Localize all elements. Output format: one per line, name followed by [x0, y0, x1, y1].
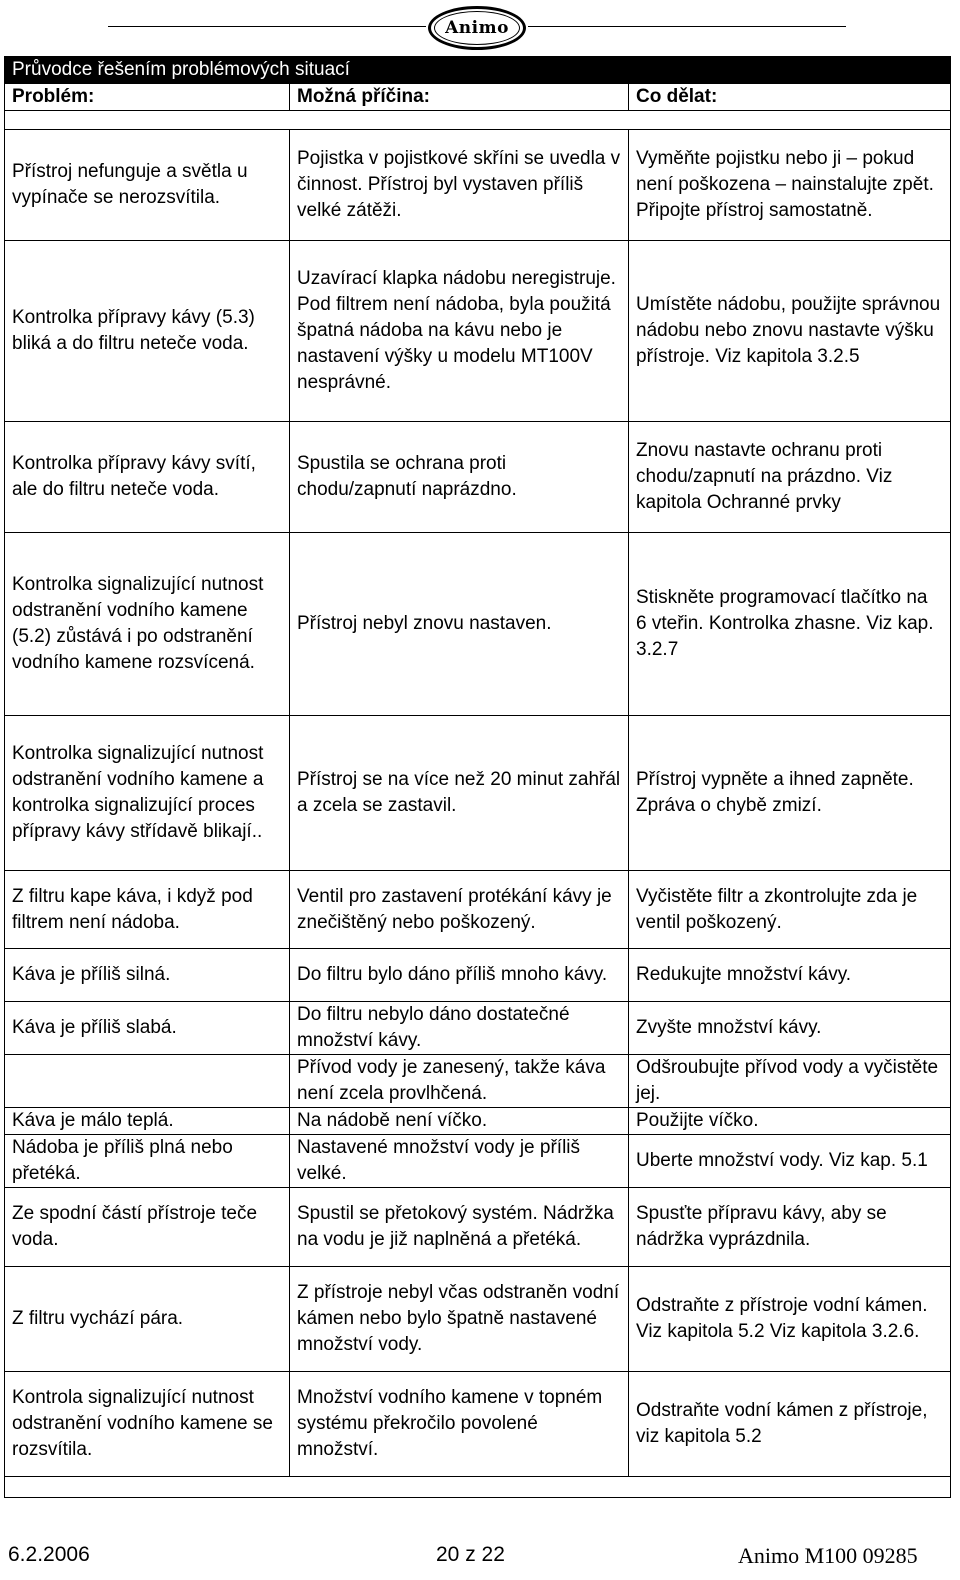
table-row [5, 1002, 951, 1055]
cause-cell: Spustila se ochrana proti chodu/zapnutí naprázdno. [290, 422, 629, 533]
cause-cell: Přístroj nebyl znovu nastaven. [290, 533, 629, 716]
column-header-action: Co dělat: [629, 84, 951, 111]
problem-cell: Z filtru vychází pára. [5, 1267, 290, 1372]
action-cell: Odstraňte vodní kámen z přístroje, viz kapitola 5.2 [629, 1372, 951, 1477]
action-cell: Použijte víčko. [629, 1108, 951, 1135]
column-header-cause: Možná příčina: [290, 84, 629, 111]
logo-text: Animo [445, 18, 509, 38]
cause-cell: Do filtru bylo dáno příliš mnoho kávy. [290, 949, 629, 1002]
cause-cell: Přístroj se na více než 20 minut zahřál a zcela se zastavil. [290, 716, 629, 871]
action-cell: Odstraňte z přístroje vodní kámen. Viz kapitola 5.2 Viz kapitola 3.2.6. [629, 1267, 951, 1372]
table-header-row [5, 84, 951, 111]
action-cell: Spusťte přípravu kávy, aby se nádržka vyprázdnila. [629, 1188, 951, 1267]
action-cell: Uberte množství vody. Viz kap. 5.1 [629, 1135, 951, 1188]
problem-cell [5, 1055, 290, 1108]
footer-date: 6.2.2006 [8, 1543, 90, 1566]
action-cell: Zvyšte množství kávy. [629, 1002, 951, 1055]
problem-cell: Káva je příliš silná. [5, 949, 290, 1002]
action-cell: Umístěte nádobu, použijte správnou nádobu nebo znovu nastavte výšku přístroje. Viz kapitola 3.2.5 [629, 241, 951, 422]
table-row [5, 1135, 951, 1188]
problem-cell: Kontrolka signalizující nutnost odstranění vodního kamene a kontrolka signalizující proces přípravy kávy střídavě blikají.. [5, 716, 290, 871]
table-title: Průvodce řešením problémových situací [5, 57, 951, 84]
footer-page-number: 20 z 22 [436, 1543, 505, 1566]
problem-cell: Kontrolka přípravy kávy svítí, ale do filtru neteče voda. [5, 422, 290, 533]
problem-cell: Ze spodní částí přístroje teče voda. [5, 1188, 290, 1267]
troubleshooting-table [4, 56, 951, 1498]
problem-cell: Kontrolka přípravy kávy (5.3) bliká a do filtru neteče voda. [5, 241, 290, 422]
action-cell: Vyměňte pojistku nebo ji – pokud není poškozena – nainstalujte zpět. Připojte přístroj samostatně. [629, 130, 951, 241]
table-row [5, 716, 951, 871]
table-row [5, 1372, 951, 1477]
action-cell: Stiskněte programovací tlačítko na 6 vteřin. Kontrolka zhasne. Viz kap. 3.2.7 [629, 533, 951, 716]
action-cell: Vyčistěte filtr a zkontrolujte zda je ventil poškozený. [629, 871, 951, 949]
animo-logo [428, 6, 526, 50]
table-row [5, 1055, 951, 1108]
problem-cell: Kontrola signalizující nutnost odstranění vodního kamene se rozsvítila. [5, 1372, 290, 1477]
header-rule-right [528, 26, 846, 27]
table-row [5, 422, 951, 533]
table-row [5, 1108, 951, 1135]
table-row [5, 1267, 951, 1372]
cause-cell: Uzavírací klapka nádobu neregistruje. Pod filtrem není nádoba, byla použitá špatná nádoba na kávu nebo je nastavení výšky u modelu MT100V nesprávné. [290, 241, 629, 422]
cause-cell: Přívod vody je zanesený, takže káva není zcela provlhčená. [290, 1055, 629, 1108]
table-row [5, 949, 951, 1002]
problem-cell: Kontrolka signalizující nutnost odstranění vodního kamene (5.2) zůstává i po odstranění vodního kamene rozsvícená. [5, 533, 290, 716]
footer-document-id: Animo M100 09285 [738, 1543, 918, 1568]
cause-cell: Z přístroje nebyl včas odstraněn vodní kámen nebo bylo špatně nastavené množství vody. [290, 1267, 629, 1372]
table-row [5, 1188, 951, 1267]
action-cell: Přístroj vypněte a ihned zapněte. Zpráva o chybě zmizí. [629, 716, 951, 871]
table-row [5, 533, 951, 716]
table-row [5, 241, 951, 422]
action-cell: Znovu nastavte ochranu proti chodu/zapnutí na prázdno. Viz kapitola Ochranné prvky [629, 422, 951, 533]
problem-cell: Přístroj nefunguje a světla u vypínače se nerozsvítila. [5, 130, 290, 241]
table-row [5, 130, 951, 241]
problem-cell: Nádoba je příliš plná nebo přetéká. [5, 1135, 290, 1188]
column-header-problem: Problém: [5, 84, 290, 111]
problem-cell: Káva je málo teplá. [5, 1108, 290, 1135]
table-title-row [5, 57, 951, 84]
cause-cell: Ventil pro zastavení protékání kávy je znečištěný nebo poškozený. [290, 871, 629, 949]
action-cell: Odšroubujte přívod vody a vyčistěte jej. [629, 1055, 951, 1108]
cause-cell: Pojistka v pojistkové skříni se uvedla v činnost. Přístroj byl vystaven příliš velké zátěži. [290, 130, 629, 241]
cause-cell: Spustil se přetokový systém. Nádržka na vodu je již naplněná a přetéká. [290, 1188, 629, 1267]
action-cell: Redukujte množství kávy. [629, 949, 951, 1002]
cause-cell: Na nádobě není víčko. [290, 1108, 629, 1135]
header-rule-left [108, 26, 426, 27]
cause-cell: Do filtru nebylo dáno dostatečné množství kávy. [290, 1002, 629, 1055]
cause-cell: Množství vodního kamene v topném systému překročilo povolené množství. [290, 1372, 629, 1477]
table-row [5, 871, 951, 949]
problem-cell: Z filtru kape káva, i když pod filtrem není nádoba. [5, 871, 290, 949]
cause-cell: Nastavené množství vody je příliš velké. [290, 1135, 629, 1188]
problem-cell: Káva je příliš slabá. [5, 1002, 290, 1055]
